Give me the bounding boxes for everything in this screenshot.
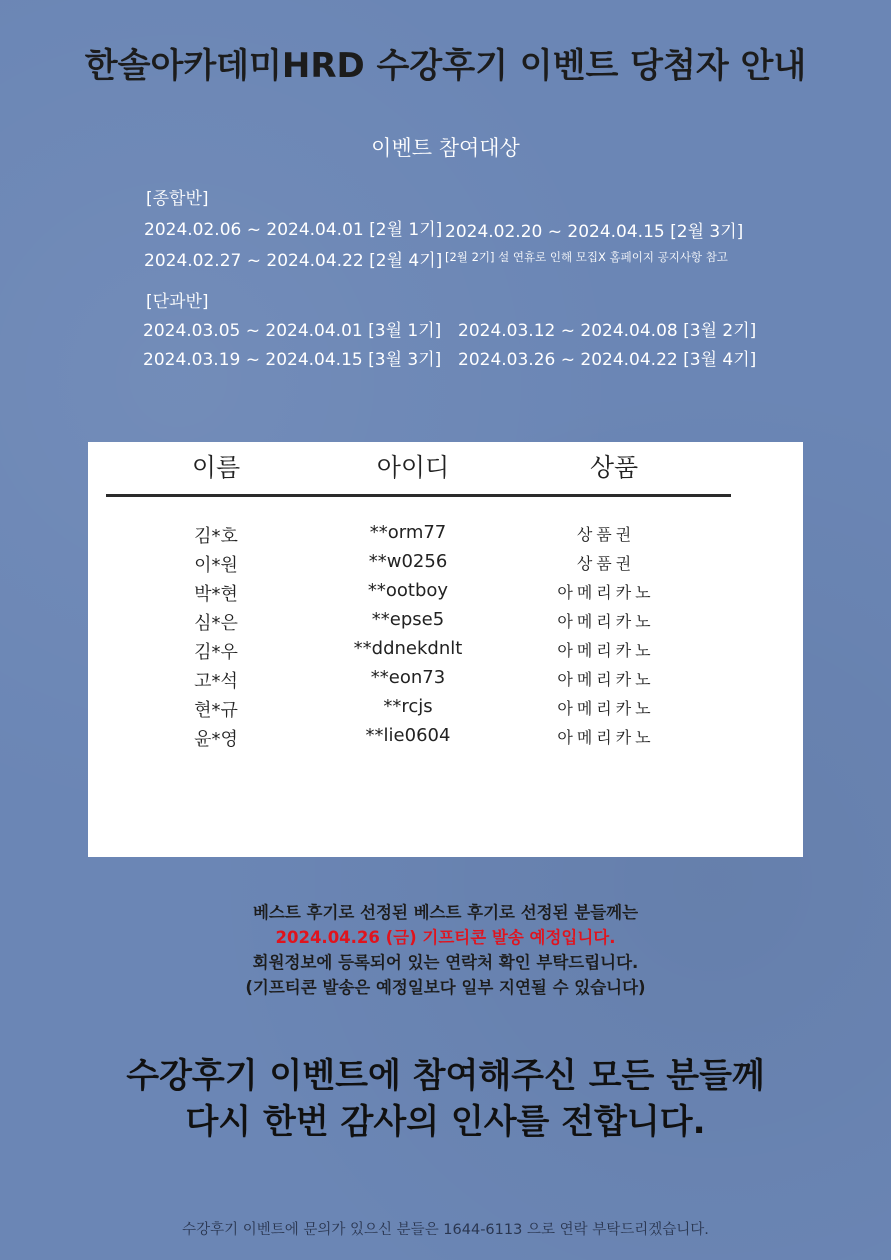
winners-table — [88, 442, 803, 857]
winner-name: 김*우 — [194, 642, 238, 663]
winner-id: **ootboy — [367, 580, 449, 601]
header-id: 아이디 — [376, 453, 450, 482]
page-title: 한솔아카데미HRD 수강후기 이벤트 당첨자 안내 — [84, 46, 807, 86]
winner-name: 이*원 — [194, 555, 238, 576]
delivery-date: 2024.04.26 (금) — [275, 928, 417, 947]
winner-id: **ddnekdnlt — [353, 638, 463, 659]
winner-prize: 아메리카노 — [557, 699, 655, 718]
comprehensive-session: 2024.02.27 ~ 2024.04.22 [2월 4기] — [144, 251, 443, 271]
thanks-line-1: 수강후기 이벤트에 참여해주신 모든 분들께 — [126, 1056, 765, 1096]
target-heading: 이벤트 참여대상 — [371, 136, 520, 160]
winner-id: **w0256 — [368, 551, 448, 572]
winner-prize: 아메리카노 — [557, 670, 655, 689]
winner-prize: 아메리카노 — [557, 728, 655, 747]
contact-footer: 수강후기 이벤트에 문의가 있으신 분들은 1644-6113 으로 연락 부탁드리겠습니다. — [182, 1222, 709, 1238]
delivery-text: 기프티콘 발송 예정입니다. — [416, 928, 616, 947]
comprehensive-session: 2024.02.06 ~ 2024.04.01 [2월 1기] — [144, 220, 443, 240]
single-label: [단과반] — [146, 292, 209, 312]
winner-prize: 아메리카노 — [557, 583, 655, 602]
delivery-notice — [0, 900, 891, 1000]
winner-id: **orm77 — [369, 522, 447, 543]
winner-id: **lie0604 — [365, 725, 451, 746]
thanks-message — [0, 1053, 891, 1145]
single-session: 2024.03.05 ~ 2024.04.01 [3월 1기] — [143, 321, 442, 341]
comprehensive-session: 2024.02.20 ~ 2024.04.15 [2월 3기] — [445, 222, 744, 242]
winner-id: **eon73 — [370, 667, 446, 688]
single-session: 2024.03.19 ~ 2024.04.15 [3월 3기] — [143, 350, 442, 370]
notice-line-1: 베스트 후기로 선정된 베스트 후기로 선정된 분들께는 — [252, 903, 639, 922]
winner-prize: 아메리카노 — [557, 641, 655, 660]
winner-id: **epse5 — [371, 609, 445, 630]
winner-name: 박*현 — [194, 584, 238, 605]
winner-prize: 아메리카노 — [557, 612, 655, 631]
winner-name: 윤*영 — [194, 729, 238, 750]
winner-id: **rcjs — [383, 696, 433, 717]
winner-name: 심*은 — [194, 613, 238, 634]
header-prize: 상품 — [589, 453, 639, 482]
comprehensive-note: [2월 2기] 설 연휴로 인해 모집X 홈페이지 공지사항 참고 — [445, 250, 728, 264]
winner-name: 김*호 — [194, 526, 238, 547]
notice-line-2 — [0, 925, 891, 950]
single-session: 2024.03.12 ~ 2024.04.08 [3월 2기] — [458, 321, 757, 341]
winner-prize: 상품권 — [576, 525, 636, 544]
header-name: 이름 — [191, 453, 241, 482]
header-divider — [106, 494, 731, 497]
notice-line-4: (기프티콘 발송은 예정일보다 일부 지연될 수 있습니다) — [245, 978, 646, 997]
thanks-line-2: 다시 한번 감사의 인사를 전합니다. — [185, 1102, 706, 1142]
comprehensive-label: [종합반] — [146, 189, 209, 209]
notice-line-3: 회원정보에 등록되어 있는 연락처 확인 부탁드립니다. — [252, 953, 639, 972]
winner-name: 고*석 — [194, 671, 238, 692]
single-session: 2024.03.26 ~ 2024.04.22 [3월 4기] — [458, 350, 757, 370]
winner-prize: 상품권 — [576, 554, 636, 573]
winner-name: 현*규 — [194, 700, 238, 721]
